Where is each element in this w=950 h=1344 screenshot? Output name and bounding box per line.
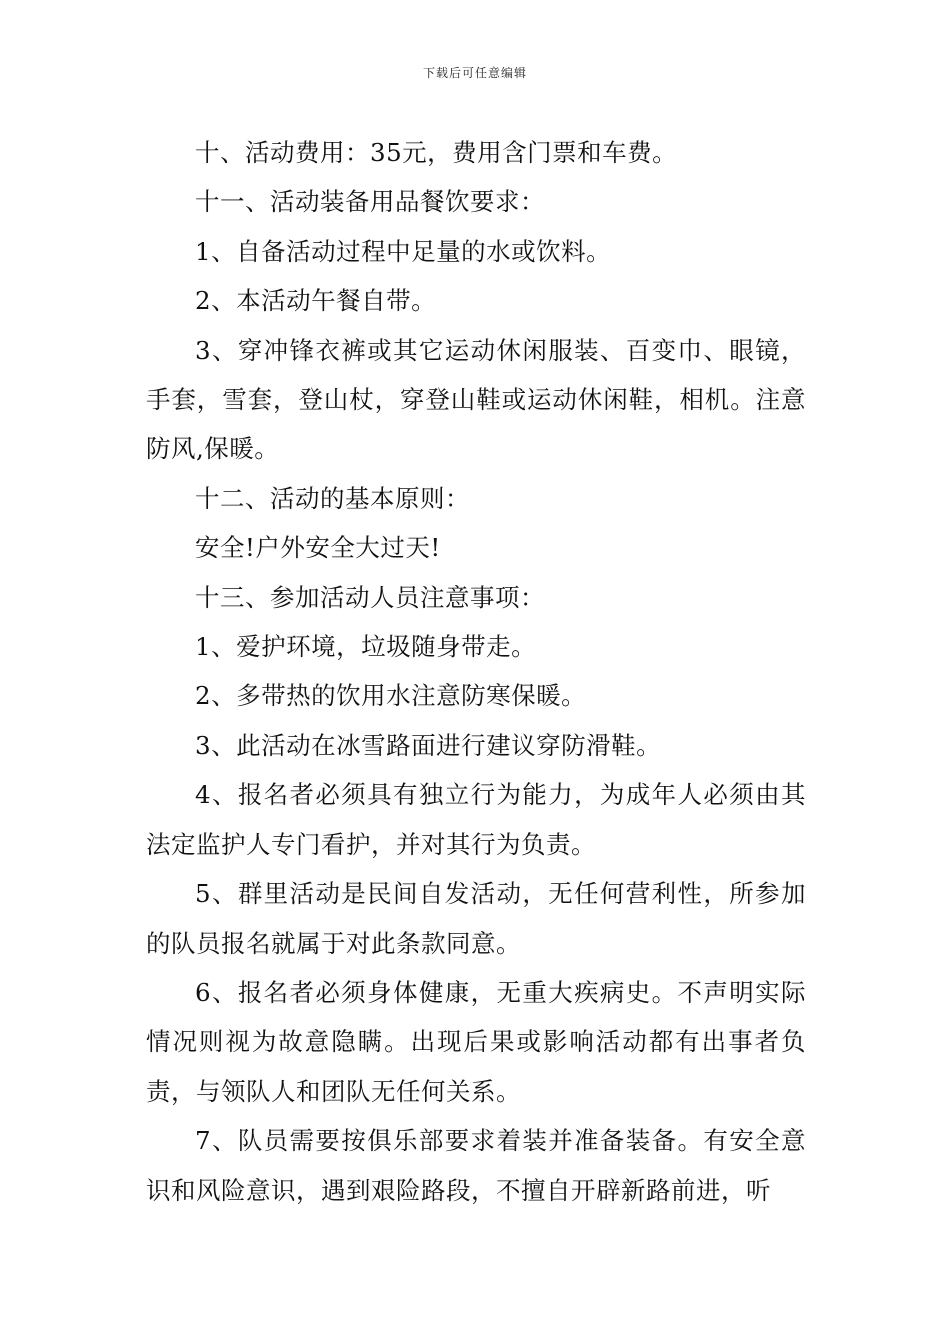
paragraph-principle: 安全!户外安全大过天! [195, 533, 441, 563]
paragraph-fee: 十、活动费用：35元，费用含门票和车费。 [195, 138, 678, 167]
paragraph-note-7: 7、队员需要按俱乐部要求着装并准备装备。有安全意识和风险意识，遇到艰险路段，不擅自开辟新路前进，听 [146, 1126, 806, 1205]
paragraph-note-6: 6、报名者必须身体健康，无重大疾病史。不声明实际情况则视为故意隐瞒。出现后果或影响活动都有出事者负责，与领队人和团队无任何关系。 [146, 977, 806, 1106]
paragraph-equipment-3: 3、穿冲锋衣裤或其它运动休闲服装、百变巾、眼镜，手套，雪套，登山杖，穿登山鞋或运动休闲鞋，相机。注意防风,保暖。 [146, 335, 806, 464]
document-body [146, 128, 806, 1215]
paragraph-equipment-1: 1、自备活动过程中足量的水或饮料。 [195, 236, 612, 266]
paragraph-notes-heading: 十三、参加活动人员注意事项： [195, 582, 545, 612]
paragraph-note-5: 5、群里活动是民间自发活动，无任何营利性，所参加的队员报名就属于对此条款同意。 [146, 879, 806, 958]
paragraph-note-2: 2、多带热的饮用水注意防寒保暖。 [195, 681, 587, 711]
paragraph-note-1: 1、爱护环境，垃圾随身带走。 [195, 632, 537, 662]
paragraph-principle-heading: 十二、活动的基本原则： [195, 483, 470, 513]
page-header: 下载后可任意编辑 [422, 66, 527, 80]
paragraph-equipment-2: 2、本活动午餐自带。 [195, 286, 437, 316]
paragraph-equipment-heading: 十一、活动装备用品餐饮要求： [195, 187, 545, 217]
paragraph-note-3: 3、此活动在冰雪路面进行建议穿防滑鞋。 [195, 730, 662, 760]
paragraph-note-4: 4、报名者必须具有独立行为能力，为成年人必须由其法定监护人专门看护，并对其行为负责。 [146, 780, 806, 859]
